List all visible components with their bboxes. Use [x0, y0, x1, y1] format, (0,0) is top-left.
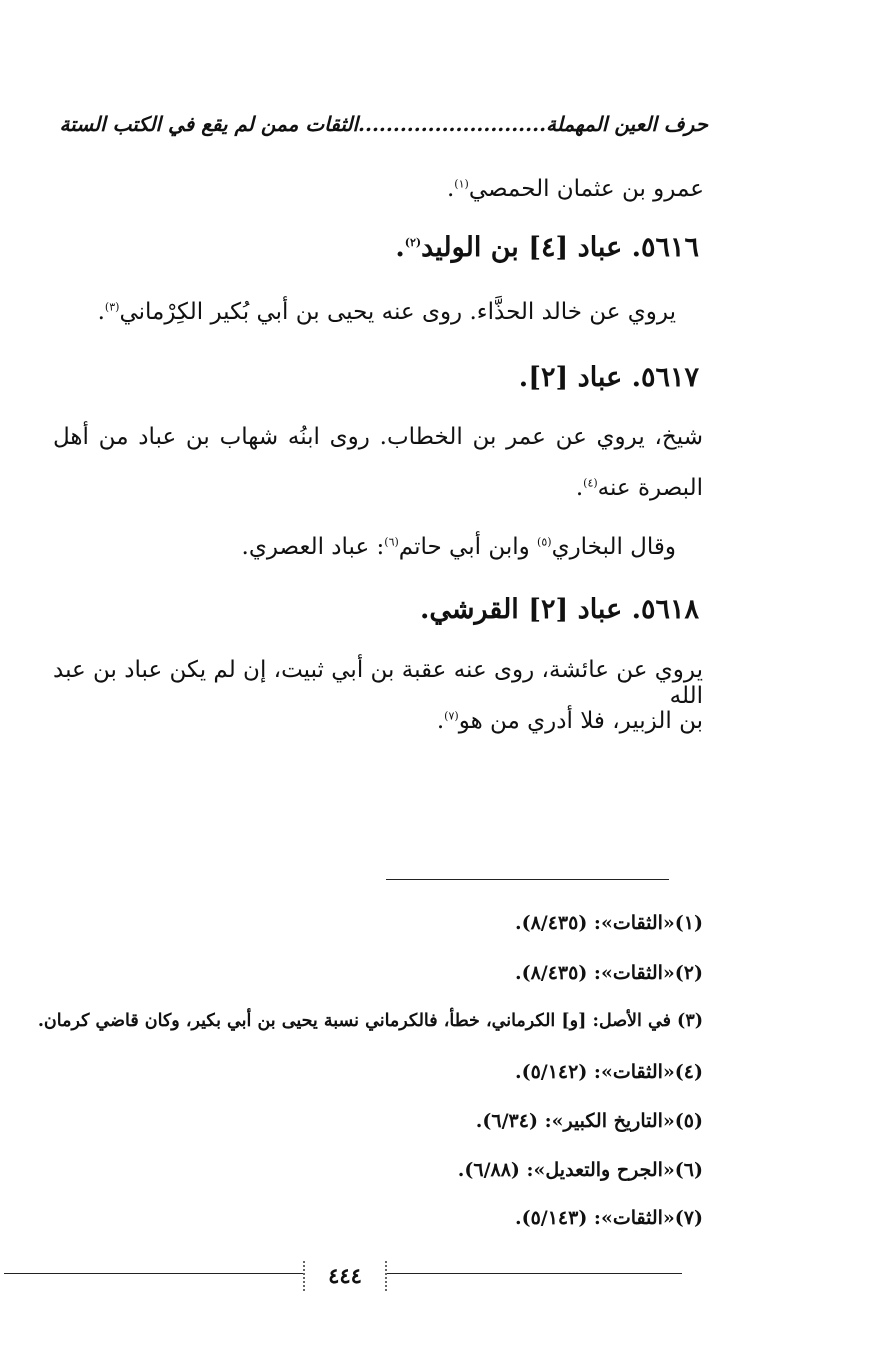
text-line-5 [242, 534, 676, 560]
text-line-2 [98, 299, 676, 325]
text-segment: وقال البخاري [551, 534, 676, 560]
text-segment: : عباد العصري. [241, 534, 385, 560]
footnote-ref-5: (٥) [537, 535, 552, 549]
text-line-7 [437, 708, 703, 734]
punctuation: . [395, 232, 405, 263]
footnote-7: (٧)«الثقات»: (٥/١٤٣). [514, 1207, 703, 1229]
entry-title-5616 [395, 232, 699, 263]
footnote-2: (٢)«الثقات»: (٨/٤٣٥). [514, 962, 703, 984]
entry-title-text: ٥٦١٨. عباد [٢] القرشي. [419, 594, 699, 625]
footnote-6: (٦)«الجرح والتعديل»: (٦/٨٨). [457, 1159, 703, 1181]
footnote-separator [386, 879, 669, 880]
text-segment: وابن أبي حاتم [398, 534, 538, 560]
footnote-ref-2: (٢) [404, 236, 422, 249]
text-segment: عمرو بن عثمان الحمصي [468, 176, 704, 202]
footnote-5: (٥)«التاريخ الكبير»: (٦/٣٤). [475, 1110, 703, 1132]
text-line-6 [53, 657, 703, 709]
text-segment: شيخ، يروي عن عمر بن الخطاب. روى ابنُه شهاب بن عباد من أهل [53, 424, 703, 450]
entry-title-5618 [420, 594, 699, 625]
text-segment: يروي عن خالد الحذَّاء. روى عنه يحيى بن أبي بُكير الكِرْماني [119, 299, 676, 325]
footnote-ref-6: (٦) [384, 535, 399, 549]
entry-title-5617 [519, 362, 699, 393]
text-line-3 [53, 424, 703, 450]
footnote-ref-3: (٣) [104, 300, 120, 314]
punctuation: . [97, 299, 105, 325]
text-segment: بن الزبير، فلا أدري من هو [458, 708, 703, 734]
punctuation: . [436, 708, 445, 734]
running-head: حرف العين المهملة...........................الثقات ممن لم يقع في الكتب الستة [59, 112, 708, 136]
footnote-ref-7: (٧) [444, 709, 459, 723]
footnote-4: (٤)«الثقات»: (٥/١٤٢). [514, 1061, 703, 1083]
bottom-rule-left [4, 1273, 304, 1274]
text-segment: البصرة عنه [597, 475, 703, 501]
punctuation: . [446, 176, 455, 202]
footnote-3: (٣) في الأصل: [و] الكرماني، خطأ، فالكرماني نسبة يحيى بن أبي بكير، وكان قاضي كرمان. [37, 1011, 703, 1031]
entry-title-text: ٥٦١٦. عباد [٤] بن الوليد [421, 232, 699, 263]
text-segment: يروي عن عائشة، روى عنه عقبة بن أبي ثبيت، إن لم يكن عباد بن عبد الله [53, 657, 703, 709]
bottom-rule-right [386, 1273, 682, 1274]
entry-title-text: ٥٦١٧. عباد [٢]. [518, 362, 699, 393]
footnote-ref-4: (٤) [583, 476, 598, 490]
footnote-ref-1: (١) [454, 177, 469, 191]
punctuation: . [575, 475, 584, 501]
text-line-1 [447, 176, 704, 202]
text-line-4 [576, 475, 703, 501]
page-number: ٤٤٤ [303, 1261, 387, 1291]
footnote-1: (١)«الثقات»: (٨/٤٣٥). [514, 912, 703, 934]
